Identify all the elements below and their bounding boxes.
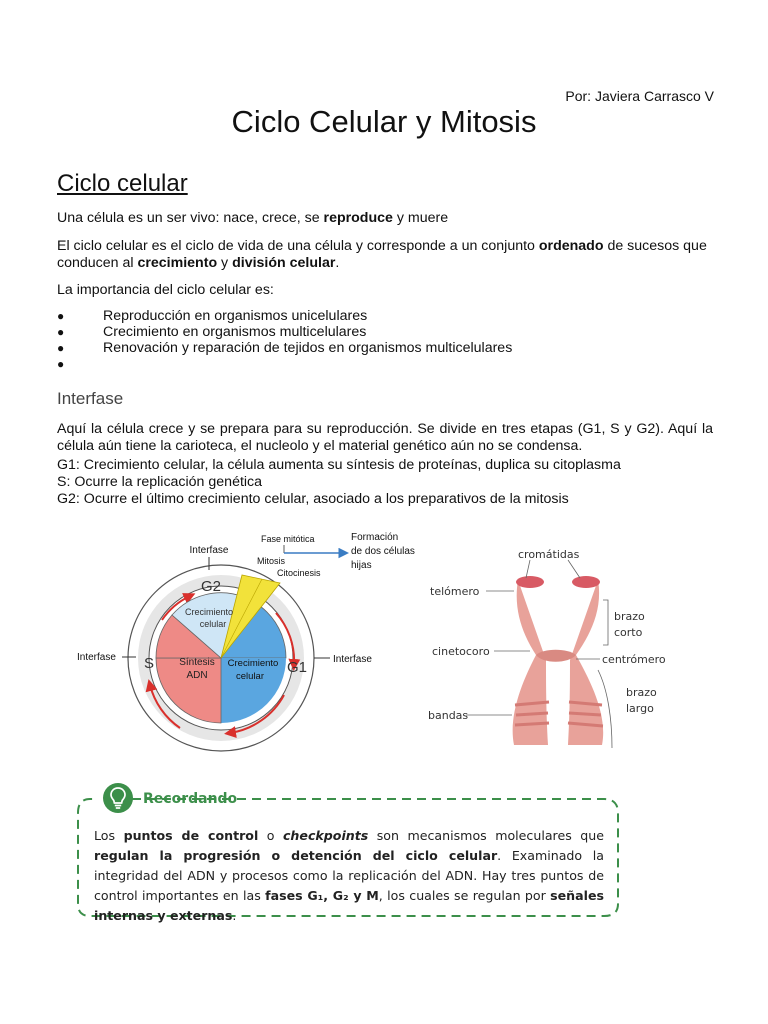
chromosome-shape [513, 576, 604, 745]
bullet-icon: ● [57, 341, 65, 355]
g1-sector-label: celular [236, 671, 264, 682]
mitosis-label: Mitosis [257, 556, 286, 566]
citocinesis-label: Citocinesis [277, 568, 321, 578]
g2-sector-label: celular [199, 619, 227, 629]
section-heading-ciclo-celular: Ciclo celular [57, 170, 188, 197]
paragraph-interfase: Aquí la célula crece y se prepara para su reproducción. Se divide en tres etapas (G1, S y G2). Aquí la célula aún tiene la carioteca, el nucleolo y el material genético aún no se condensa. [57, 421, 713, 454]
g2-label: G2 [200, 578, 222, 595]
paragraph-g2: G2: Ocurre el último crecimiento celular, asociado a los preparativos de la mitosis [57, 491, 569, 507]
paragraph-g1: G1: Crecimiento celular, la célula aumenta su síntesis de proteínas, duplica su citoplasma [57, 457, 621, 473]
chromosome-diagram [418, 540, 688, 752]
s-sector-label: Síntesis [179, 657, 215, 668]
brazo-largo-label: largo [626, 702, 654, 715]
brazo-corto-label: brazo [614, 610, 645, 623]
cell-cycle-diagram [70, 525, 430, 765]
bandas-label: bandas [428, 709, 469, 722]
paragraph-definition: El ciclo celular es el ciclo de vida de una célula y corresponde a un conjunto ordenado de sucesos que conducen al crecimiento y división celular. [57, 238, 707, 271]
s-label: S [143, 655, 155, 672]
lightbulb-icon [102, 781, 134, 815]
brazo-corto-label: corto [614, 626, 643, 639]
paragraph-s: S: Ocurre la replicación genética [57, 474, 263, 490]
g1-label: G1 [286, 659, 308, 676]
interfase-left-label: Interfase [77, 652, 116, 663]
brazo-largo-label: brazo [626, 686, 657, 699]
fase-mitotica-label: Fase mitótica [261, 534, 315, 544]
formacion-label: Formación [351, 532, 399, 543]
g2-sector-label: Crecimiento [184, 607, 234, 617]
interfase-top-label: Interfase [189, 545, 229, 556]
page-title: Ciclo Celular y Mitosis [231, 104, 537, 139]
callout-text: Los puntos de control o checkpoints son mecanismos moleculares que regulan la progresión o detención del ciclo celular. Examinado la integridad del ADN y procesos como la replicación del ADN. Hay tres puntos de control importantes en las fases G₁, G₂ y M, los cuales se regulan por señales internas y externas. [94, 828, 604, 923]
callout-heading: Recordando [143, 791, 238, 807]
interfase-right-label: Interfase [333, 654, 372, 665]
bullet-icon: ● [57, 309, 65, 323]
section-heading-interfase: Interfase [57, 389, 124, 408]
s-sector-label: ADN [186, 670, 208, 681]
formacion-label: hijas [351, 560, 372, 571]
formacion-label: de dos células [351, 546, 415, 557]
paragraph-importance: La importancia del ciclo celular es: [57, 282, 274, 298]
cromatidas-label: cromátidas [518, 548, 580, 561]
g1-sector-label: Crecimiento [227, 658, 279, 669]
cinetocoro-label: cinetocoro [432, 645, 490, 658]
paragraph-intro: Una célula es un ser vivo: nace, crece, se reproduce y muere [57, 210, 449, 226]
centromero-label: centrómero [602, 653, 666, 666]
telomero-label: telómero [430, 585, 480, 598]
author-line: Por: Javiera Carrasco V [565, 88, 714, 104]
bullet-icon: ● [57, 357, 65, 371]
bullet-icon: ● [57, 325, 65, 339]
